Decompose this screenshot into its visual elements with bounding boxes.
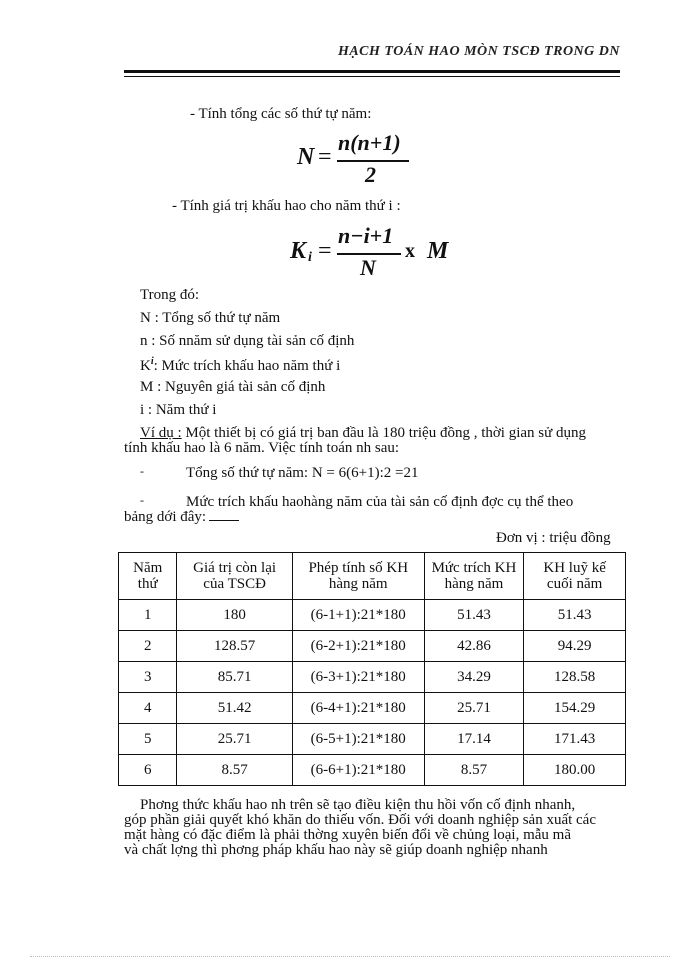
cell-remaining-value: 85.71 <box>177 662 292 693</box>
cell-calculation: (6-1+1):21*180 <box>292 600 424 631</box>
table-header-row <box>119 553 626 600</box>
cell-accumulated-depreciation: 94.29 <box>524 631 626 662</box>
cell-calculation: (6-6+1):21*180 <box>292 755 424 786</box>
table-row <box>119 600 626 631</box>
cell-accumulated-depreciation: 171.43 <box>524 724 626 755</box>
step2-label: - Tính giá trị khấu hao cho năm thứ i : <box>172 198 401 214</box>
cell-accumulated-depreciation: 128.58 <box>524 662 626 693</box>
cell-calculation: (6-2+1):21*180 <box>292 631 424 662</box>
cell-annual-depreciation: 51.43 <box>424 600 524 631</box>
example-label: Ví dụ : <box>140 425 182 441</box>
closing-line-4: và chất lợng thì phơng pháp khấu hao này sẽ giúp doanh nghiệp nhanh <box>124 842 548 858</box>
cell-remaining-value: 25.71 <box>177 724 292 755</box>
header-accumulated-depreciation: KH luỹ kế cuối năm <box>524 553 626 600</box>
cell-accumulated-depreciation: 51.43 <box>524 600 626 631</box>
header-rule-thin <box>124 76 620 77</box>
formula-k-times: x <box>405 240 415 262</box>
cell-remaining-value: 8.57 <box>177 755 292 786</box>
bullet-2-line-2 <box>124 509 239 526</box>
footer-dotted-rule <box>30 956 670 957</box>
definition-k-superscript: i <box>150 356 154 367</box>
cell-year: 6 <box>119 755 177 786</box>
formula-k-denominator: N <box>360 255 376 280</box>
formula-k-numerator: n−i+1 <box>338 223 394 248</box>
bullet-1-text: Tổng số thứ tự năm: N = 6(6+1):2 =21 <box>186 465 419 481</box>
cell-calculation: (6-4+1):21*180 <box>292 693 424 724</box>
formula-n-numerator: n(n+1) <box>338 130 401 155</box>
table-row <box>119 631 626 662</box>
depreciation-table <box>118 552 626 786</box>
cell-remaining-value: 51.42 <box>177 693 292 724</box>
definition-k-symbol: K <box>140 358 151 374</box>
underline-blank <box>209 520 239 521</box>
definition-n-upper: N : Tổng số thứ tự năm <box>140 310 281 326</box>
cell-annual-depreciation: 17.14 <box>424 724 524 755</box>
formula-k-lhs: K <box>290 238 307 264</box>
table-row <box>119 755 626 786</box>
cell-annual-depreciation: 42.86 <box>424 631 524 662</box>
table-row <box>119 662 626 693</box>
definition-n-lower: n : Số nnăm sử dụng tài sản cố định <box>140 333 355 349</box>
formula-n-denominator: 2 <box>365 162 376 187</box>
bullet-2-mark: - <box>140 493 144 507</box>
formula-n-lhs: N <box>297 144 315 170</box>
formula-n-eq: = <box>318 144 332 170</box>
definitions-intro: Trong đó: <box>140 287 200 303</box>
example-line-1-text: Một thiết bị có giá trị ban đầu là 180 triệu đồng , thời gian sử dụng <box>181 425 587 441</box>
header-remaining-value: Giá trị còn lại của TSCĐ <box>177 553 292 600</box>
bullet-1-mark: - <box>140 464 144 478</box>
cell-remaining-value: 128.57 <box>177 631 292 662</box>
bullet-2-line-1: Mức trích khấu haohàng năm của tài sản cố định đợc cụ thể theo <box>186 494 574 510</box>
table-row <box>119 693 626 724</box>
cell-accumulated-depreciation: 154.29 <box>524 693 626 724</box>
formula-k-m: M <box>427 238 449 264</box>
header-rule-thick <box>124 70 620 73</box>
cell-year: 2 <box>119 631 177 662</box>
header-annual-depreciation: Mức trích KH hàng năm <box>424 553 524 600</box>
closing-line-3: mặt hàng có đặc điểm là phải thờng xuyên biến đổi về chủng loại, mẫu mã <box>124 827 571 843</box>
header-calculation: Phép tính số KH hàng năm <box>292 553 424 600</box>
cell-year: 4 <box>119 693 177 724</box>
step1-label: - Tính tổng các số thứ tự năm: <box>190 106 372 122</box>
cell-year: 1 <box>119 600 177 631</box>
cell-annual-depreciation: 25.71 <box>424 693 524 724</box>
closing-line-2: góp phần giải quyết khó khăn do thiếu vốn. Đối với doanh nghiệp sản xuất các <box>124 812 597 828</box>
closing-line-1: Phơng thức khấu hao nh trên sẽ tạo điều kiện thu hồi vốn cố định nhanh, <box>140 797 576 813</box>
definition-k <box>140 356 340 375</box>
formula-k-subscript: i <box>308 250 312 265</box>
definition-k-text: : Mức trích khấu hao năm thứ i <box>153 358 341 374</box>
definition-i: i : Năm thứ i <box>140 402 217 418</box>
table-unit: Đơn vị : triệu đồng <box>496 530 611 546</box>
running-header: HẠCH TOÁN HAO MÒN TSCĐ TRONG DN <box>337 44 620 59</box>
cell-remaining-value: 180 <box>177 600 292 631</box>
cell-calculation: (6-3+1):21*180 <box>292 662 424 693</box>
formula-k-eq: = <box>318 238 332 264</box>
cell-annual-depreciation: 8.57 <box>424 755 524 786</box>
table-row <box>119 724 626 755</box>
cell-accumulated-depreciation: 180.00 <box>524 755 626 786</box>
cell-year: 3 <box>119 662 177 693</box>
cell-calculation: (6-5+1):21*180 <box>292 724 424 755</box>
cell-annual-depreciation: 34.29 <box>424 662 524 693</box>
definition-m: M : Nguyên giá tài sản cố định <box>140 379 326 395</box>
cell-year: 5 <box>119 724 177 755</box>
bullet-2-line-2-text: bảng dới đây: <box>124 509 207 525</box>
header-year: Năm thứ <box>119 553 177 600</box>
example-line-2: tính khấu hao là 6 năm. Việc tính toán nh sau: <box>124 440 400 456</box>
